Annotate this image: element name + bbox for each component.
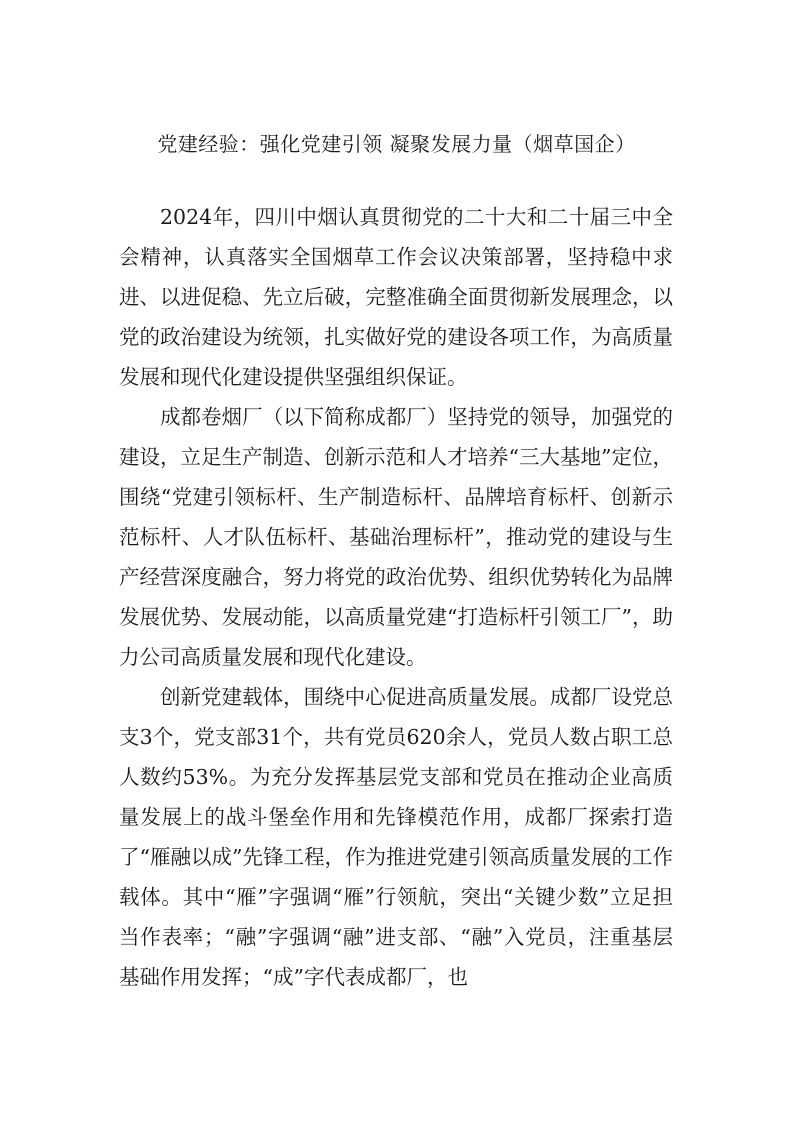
document-body xyxy=(119,197,673,997)
paragraph-intro: 2024年，四川中烟认真贯彻党的二十大和二十届三中全会精神，认真落实全国烟草工作会议决策部署，坚持稳中求进、以进促稳、先立后破，完整准确全面贯彻新发展理念，以党的政治建设为统领，扎实做好党的建设各项工作，为高质量发展和现代化建设提供坚强组织保证。 xyxy=(119,205,673,389)
document-title: 党建经验：强化党建引领 凝聚发展力量（烟草国企） xyxy=(157,132,636,156)
paragraph-chengdu-factory: 成都卷烟厂（以下简称成都厂）坚持党的领导，加强党的建设，立足生产制造、创新示范和人才培养“三大基地”定位，围绕“党建引领标杆、生产制造标杆、品牌培育标杆、创新示范标杆、人才队伍标杆、基础治理标杆”，推动党的建设与生产经营深度融合，努力将党的政治优势、组织优势转化为品牌发展优势、发展动能，以高质量党建“打造标杆引领工厂”，助力公司高质量发展和现代化建设。 xyxy=(119,405,673,669)
paragraph-party-carrier: 创新党建载体，围绕中心促进高质量发展。成都厂设党总支3个，党支部31个，共有党员620余人，党员人数占职工总人数约53%。为充分发挥基层党支部和党员在推动企业高质量发展上的战斗堡垒作用和先锋模范作用，成都厂探索打造了“雁融以成”先锋工程，作为推进党建引领高质量发展的工作载体。其中“雁”字强调“雁”行领航，突出“关键少数”立足担当作表率；“融”字强调“融”进支部、“融”入党员，注重基层基础作用发挥；“成”字代表成都厂，也 xyxy=(119,685,673,989)
